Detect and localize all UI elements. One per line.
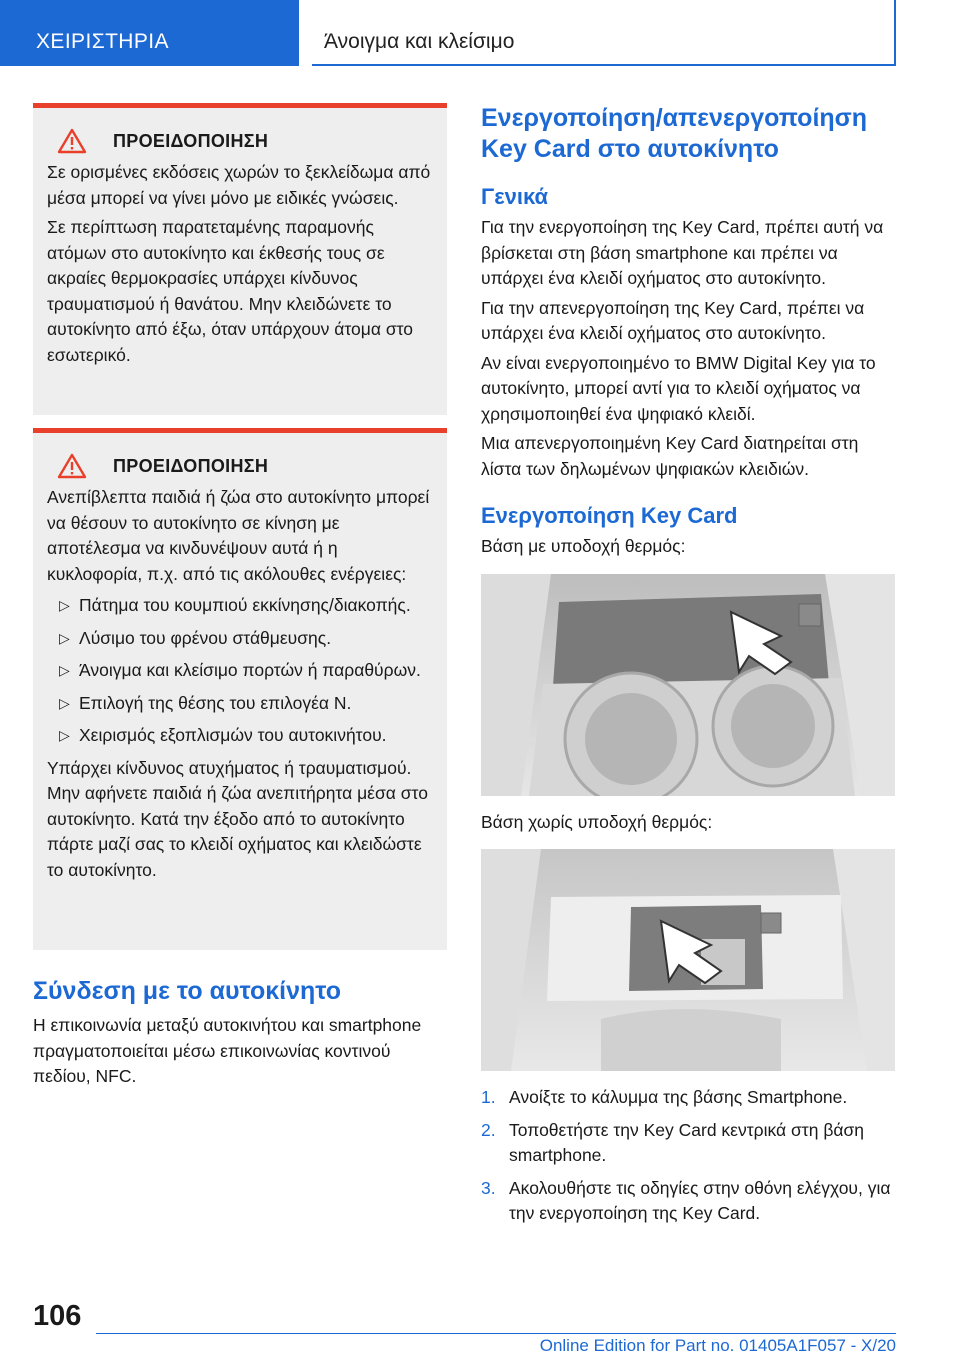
body-text: Για την ενεργοποίηση της Key Card, πρέπει αυτή να βρίσκεται στη βάση smartphone και πρέπει να υπάρχει ένα κλειδί οχήματος στο αυτοκίνητο. xyxy=(481,217,884,288)
chapter-title: Άνοιγμα και κλείσιμο xyxy=(324,30,515,53)
list-item: ▷ Χειρισμός εξοπλισμών του αυτοκινήτου. xyxy=(47,723,433,749)
body-text: Η επικοινωνία μεταξύ αυτοκινήτου και smartphone πραγματοποιείται μέσω επικοινωνίας κοντινού πεδίου, NFC. xyxy=(33,1015,422,1086)
list-item: ▷ Επιλογή της θέσης του επιλογέα N. xyxy=(47,691,433,717)
image-caption: Βάση χωρίς υποδοχή θερμός: xyxy=(481,811,713,832)
body-text: Για την απενεργοποίηση της Key Card, πρέπει να υπάρχει ένα κλειδί οχήματος στο αυτοκίνητο. xyxy=(481,297,865,343)
left-column xyxy=(33,103,447,1090)
body-text: Αν είναι ενεργοποιημένο το BMW Digital Key για το αυτοκίνητο, μπορεί αντί για το κλειδί οχήματος να χρησιμοποιηθεί ένα ψηφιακό κλειδί. xyxy=(481,352,876,424)
section-heading: Σύνδεση με το αυτοκίνητο xyxy=(33,977,342,1005)
page-number: 106 xyxy=(33,1300,82,1332)
subsection-heading: Γενικά xyxy=(481,184,549,209)
warning-title: ΠΡΟΕΙΔΟΠΟΙΗΣΗ xyxy=(113,455,269,476)
triangle-bullet-icon: ▷ xyxy=(59,629,70,646)
list-item: 3. Ακολουθήστε τις οδηγίες στην οθόνη ελέγχου, για την ενεργοποίηση της Key Card. xyxy=(481,1177,891,1223)
list-item: 1. Ανοίξτε το κάλυμμα της βάσης Smartphone. xyxy=(481,1087,848,1107)
list-item: ▷ Πάτημα του κουμπιού εκκίνησης/διακοπής. xyxy=(47,593,433,619)
right-column xyxy=(481,103,895,1234)
chapter-header xyxy=(312,0,896,66)
section-tab xyxy=(0,0,299,66)
smartphone-tray-photo-with-thermos xyxy=(481,574,895,796)
warning-triangle-icon xyxy=(57,128,87,154)
subsection-heading: Ενεργοποίηση Key Card xyxy=(481,503,738,528)
warning-box-2 xyxy=(33,428,447,950)
steps-list xyxy=(481,1085,895,1227)
warning-text: Σε περίπτωση παρατεταμένης παραμονής ατόμων στο αυτοκίνητο και έκθεσής τους σε ακραίες θερμοκρασίες υπάρχει κίνδυνος τραυματισμού ή θανάτου. Μην κλειδώνετε το αυτοκίνητο από έξω, όταν υπάρχουν άτομα στο εσωτερικό. xyxy=(47,217,414,365)
section-title: ΧΕΙΡΙΣΤΗΡΙΑ xyxy=(36,30,169,53)
warning-title: ΠΡΟΕΙΔΟΠΟΙΗΣΗ xyxy=(113,130,269,151)
connection-section xyxy=(33,976,447,1090)
triangle-bullet-icon: ▷ xyxy=(59,662,70,678)
triangle-bullet-icon: ▷ xyxy=(59,694,70,711)
warning-header xyxy=(57,128,433,154)
list-item: ▷ Λύσιμο του φρένου στάθμευσης. xyxy=(47,626,433,652)
warning-text: Ανεπίβλεπτα παιδιά ή ζώα στο αυτοκίνητο μπορεί να θέσουν το αυτοκίνητο σε κίνηση με αποτέλεσμα να κινδυνέψουν αυτά ή η κυκλοφορία, π.χ. από τις ακόλουθες ενέργειες: xyxy=(47,487,430,584)
smartphone-tray-photo-without-thermos xyxy=(481,849,895,1071)
triangle-bullet-icon: ▷ xyxy=(59,727,70,743)
footer-divider xyxy=(96,1333,896,1334)
edition-text: Online Edition for Part no. 01405A1F057 - X/20 xyxy=(539,1336,896,1355)
section-heading: Ενεργοποίηση/απενεργοποίηση Key Card στο αυτοκίνητο xyxy=(481,104,868,163)
warning-bullet-list xyxy=(47,593,433,749)
list-item: ▷ Άνοιγμα και κλείσιμο πορτών ή παραθύρων. xyxy=(47,658,433,684)
image-caption: Βάση με υποδοχή θερμός: xyxy=(481,536,686,556)
warning-header xyxy=(57,453,433,479)
warning-text: Υπάρχει κίνδυνος ατυχήματος ή τραυματισμού. Μην αφήνετε παιδιά ή ζώα ανεπιτήρητα μέσα στο αυτοκίνητο. Κατά την έξοδο από το αυτοκίνητο πάρτε μαζί σας το κλειδί οχήματος και κλειδώστε το αυτοκίνητο. xyxy=(47,757,428,880)
warning-text: Σε ορισμένες εκδόσεις χωρών το ξεκλείδωμα από μέσα μπορεί να γίνει μόνο με ειδικές γνώσεις. xyxy=(47,162,431,208)
triangle-bullet-icon: ▷ xyxy=(59,597,70,613)
list-item: 2. Τοποθετήστε την Key Card κεντρικά στη βάση smartphone. xyxy=(481,1119,865,1165)
body-text: Μια απενεργοποιημένη Key Card διατηρείται στη λίστα των δηλωμένων ψηφιακών κλειδιών. xyxy=(481,433,859,479)
warning-triangle-icon xyxy=(57,453,87,479)
warning-box-1 xyxy=(33,103,447,415)
